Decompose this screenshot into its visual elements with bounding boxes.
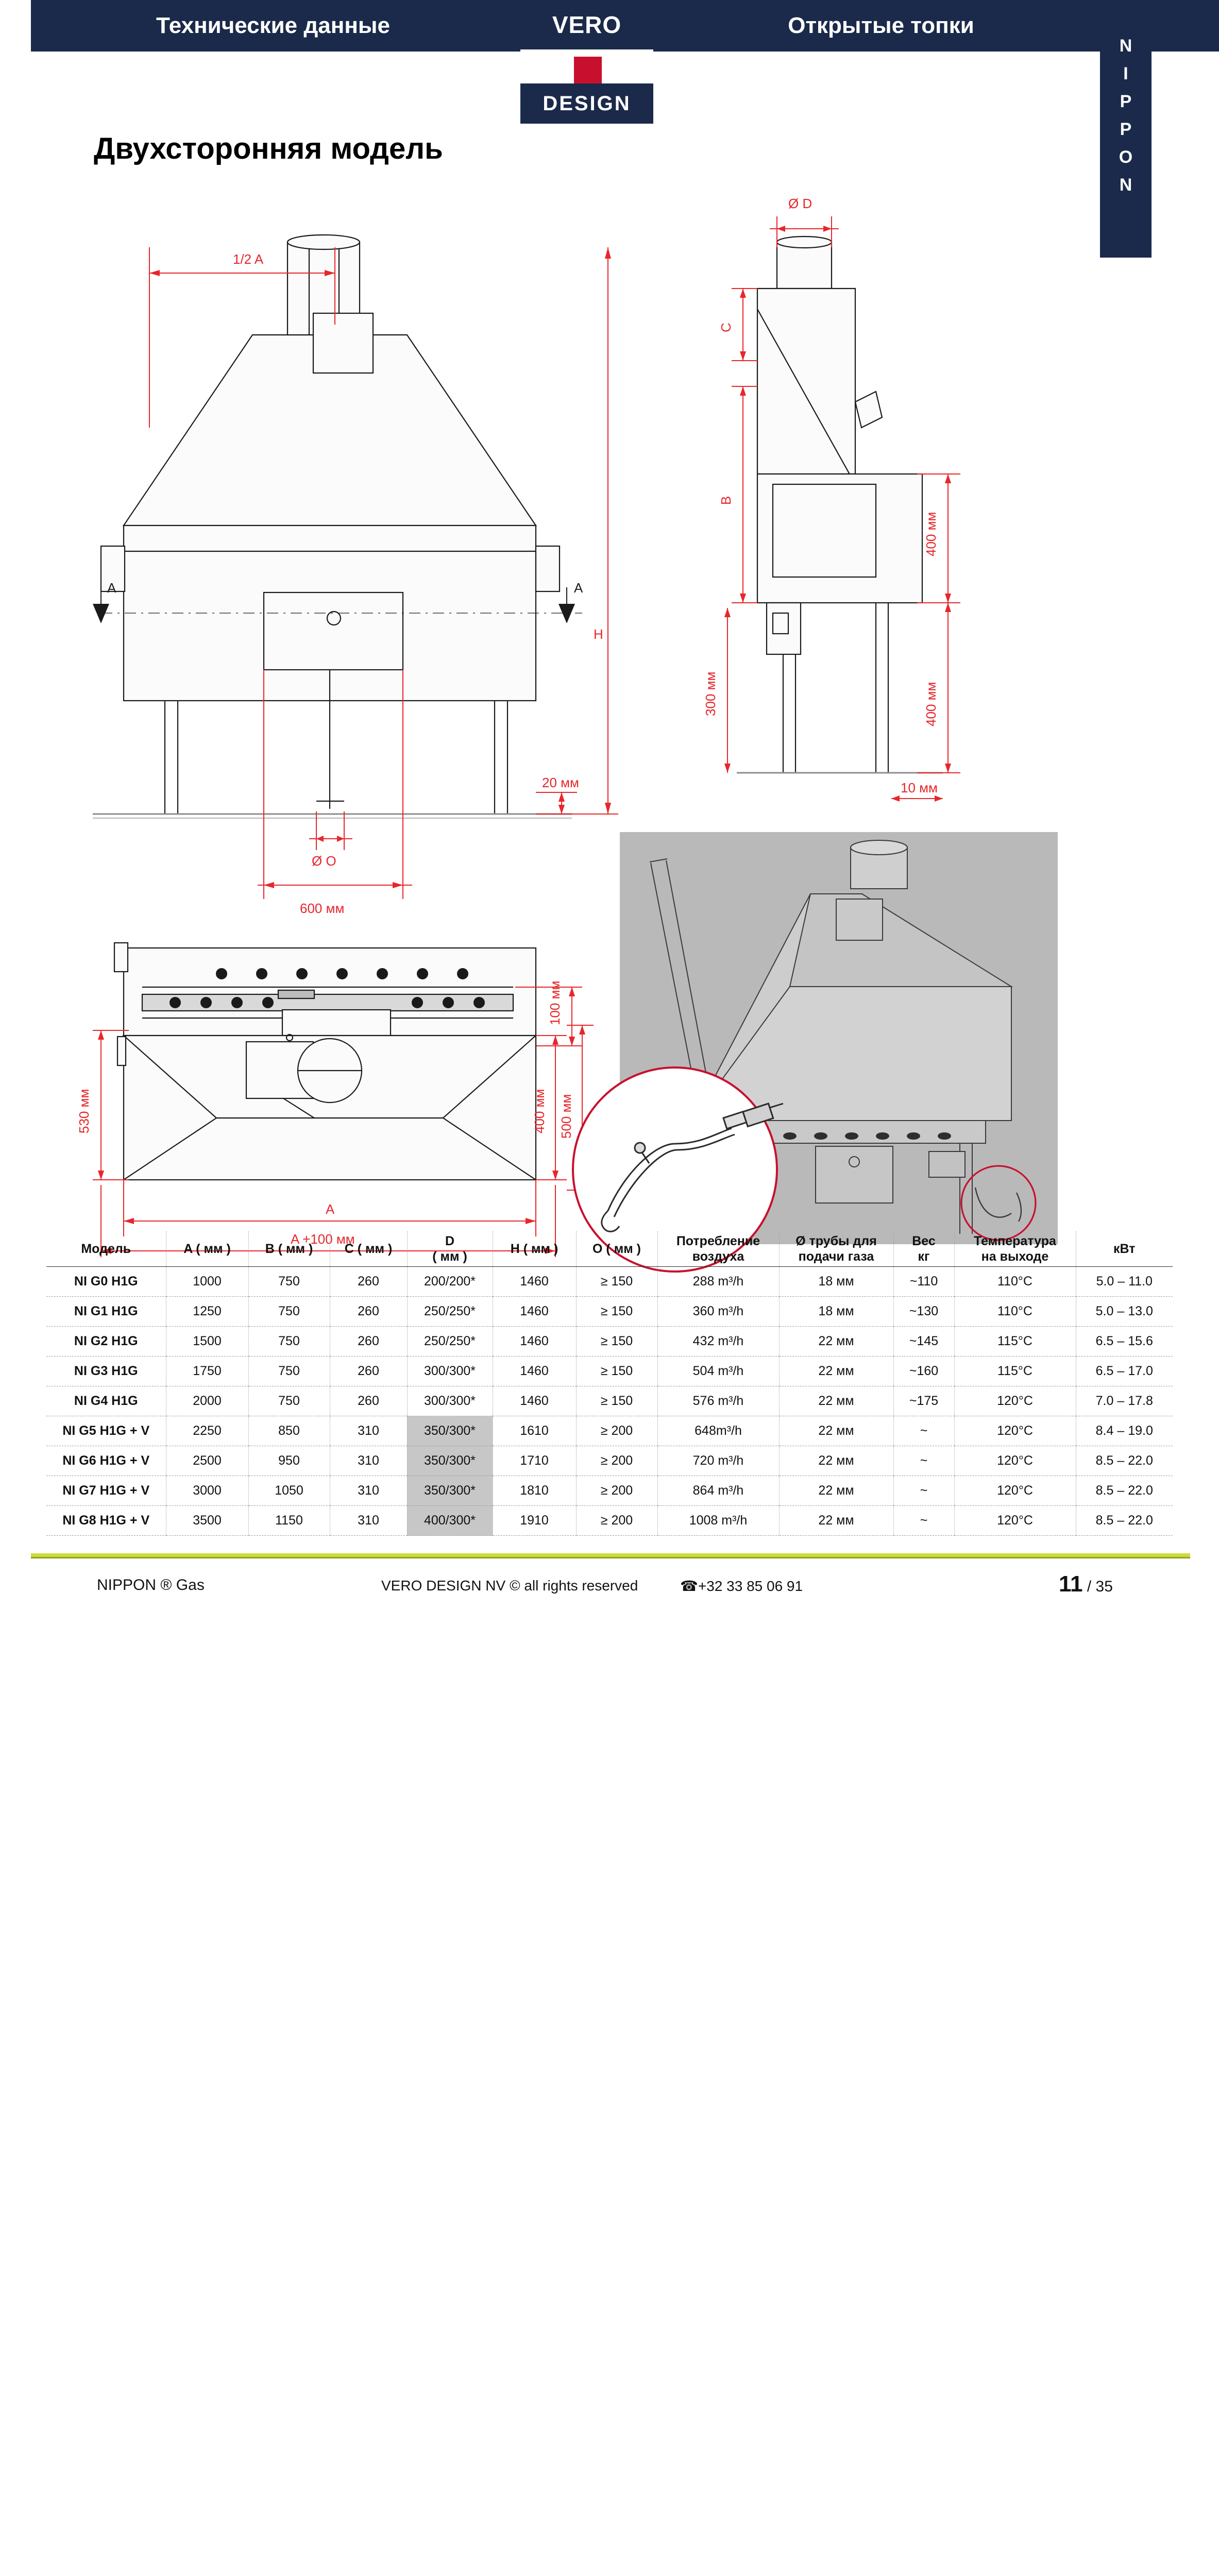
cell-d: 200/200*: [407, 1267, 493, 1297]
table-row: [46, 1327, 1173, 1357]
logo-bottom-text: DESIGN: [520, 83, 653, 124]
footer-phone: ☎+32 33 85 06 91: [680, 1578, 803, 1594]
cell-h: 1610: [493, 1416, 576, 1446]
cell-gas: 22 мм: [779, 1476, 893, 1506]
cell-kw: 8.4 – 19.0: [1076, 1416, 1173, 1446]
cell-kw: 8.5 – 22.0: [1076, 1476, 1173, 1506]
table-row: [46, 1386, 1173, 1416]
dim-400mm-top: 400 мм: [923, 512, 939, 556]
cell-d: 250/250*: [407, 1327, 493, 1357]
dim-300mm: 300 мм: [703, 671, 718, 716]
table-row: [46, 1267, 1173, 1297]
cell-temp: 110°C: [954, 1267, 1076, 1297]
dim-half-a: 1/2 A: [233, 251, 264, 267]
cell-b: 750: [248, 1267, 330, 1297]
dim-600mm: 600 мм: [300, 901, 345, 916]
th-a: A ( мм ): [166, 1231, 248, 1267]
cell-temp: 120°C: [954, 1386, 1076, 1416]
cell-d: 400/300*: [407, 1506, 493, 1536]
cell-d: 350/300*: [407, 1416, 493, 1446]
table-row: [46, 1297, 1173, 1327]
cell-c: 260: [330, 1327, 407, 1357]
cell-h: 1910: [493, 1506, 576, 1536]
th-o: O ( мм ): [576, 1231, 657, 1267]
cell-c: 260: [330, 1267, 407, 1297]
th-h: H ( мм ): [493, 1231, 576, 1267]
cell-c: 310: [330, 1476, 407, 1506]
page-title: Двухсторонняя модель: [94, 132, 443, 165]
cell-a: 3500: [166, 1506, 248, 1536]
cell-h: 1810: [493, 1476, 576, 1506]
dim-diameter-o: Ø O: [312, 853, 336, 869]
th-gas-pipe-diameter: Ø трубы для подачи газа: [779, 1231, 893, 1267]
th-air-consumption: Потребление воздуха: [657, 1231, 779, 1267]
cell-d: 300/300*: [407, 1357, 493, 1386]
footer-left-text: NIPPON ® Gas: [97, 1577, 205, 1594]
cell-temp: 120°C: [954, 1506, 1076, 1536]
cell-o: ≥ 200: [576, 1506, 657, 1536]
nippon-letter: I: [1123, 64, 1128, 83]
cell-weight: ~160: [893, 1357, 954, 1386]
cell-weight: ~110: [893, 1267, 954, 1297]
cell-gas: 18 мм: [779, 1297, 893, 1327]
dim-400mm-bottom: 400 мм: [923, 682, 939, 726]
dim-h: H: [594, 626, 603, 642]
dim-20mm: 20 мм: [542, 775, 579, 790]
cell-gas: 22 мм: [779, 1357, 893, 1386]
cell-c: 310: [330, 1506, 407, 1536]
cell-a: 1250: [166, 1297, 248, 1327]
cell-model: NI G3 H1G: [46, 1357, 166, 1386]
cell-a: 2500: [166, 1446, 248, 1476]
nippon-letter: P: [1120, 92, 1132, 111]
cell-temp: 115°C: [954, 1327, 1076, 1357]
cell-b: 850: [248, 1416, 330, 1446]
cell-model: NI G6 H1G + V: [46, 1446, 166, 1476]
cell-model: NI G2 H1G: [46, 1327, 166, 1357]
table-body: [46, 1267, 1173, 1536]
th-kw: кВт: [1076, 1231, 1173, 1267]
page-footer: [0, 1566, 1219, 1628]
cell-h: 1460: [493, 1327, 576, 1357]
dim-400mm-top-view: 400 мм: [532, 1089, 547, 1133]
cell-kw: 6.5 – 17.0: [1076, 1357, 1173, 1386]
cell-gas: 22 мм: [779, 1446, 893, 1476]
dim-diameter-d: Ø D: [788, 196, 812, 211]
logo-red-square-icon: [574, 57, 602, 84]
nippon-letter: O: [1119, 147, 1133, 167]
cell-b: 750: [248, 1357, 330, 1386]
cell-b: 1050: [248, 1476, 330, 1506]
cell-model: NI G7 H1G + V: [46, 1476, 166, 1506]
page-number: [1059, 1571, 1113, 1597]
cell-d: 350/300*: [407, 1446, 493, 1476]
cell-c: 260: [330, 1386, 407, 1416]
cell-b: 750: [248, 1327, 330, 1357]
cell-a: 3000: [166, 1476, 248, 1506]
cell-weight: ~: [893, 1446, 954, 1476]
cell-gas: 22 мм: [779, 1386, 893, 1416]
table-row: [46, 1416, 1173, 1446]
header-right-title: Открытые топки: [788, 13, 974, 38]
dim-a: A: [326, 1201, 335, 1217]
cell-b: 750: [248, 1297, 330, 1327]
cell-b: 1150: [248, 1506, 330, 1536]
cell-o: ≥ 150: [576, 1297, 657, 1327]
cell-temp: 120°C: [954, 1416, 1076, 1446]
cell-model: NI G5 H1G + V: [46, 1416, 166, 1446]
section-mark-right: A: [574, 580, 583, 596]
page-number-current: 11: [1059, 1571, 1083, 1597]
cell-temp: 120°C: [954, 1446, 1076, 1476]
cell-d: 300/300*: [407, 1386, 493, 1416]
dim-a-plus-100: A +100 мм: [291, 1231, 355, 1247]
cell-b: 750: [248, 1386, 330, 1416]
spec-table: [46, 1231, 1173, 1536]
dim-530mm: 530 мм: [76, 1089, 92, 1133]
cell-kw: 8.5 – 22.0: [1076, 1446, 1173, 1476]
dim-b: B: [718, 496, 734, 505]
cell-model: NI G1 H1G: [46, 1297, 166, 1327]
cell-gas: 22 мм: [779, 1327, 893, 1357]
cell-o: ≥ 150: [576, 1267, 657, 1297]
vero-design-logo: [520, 0, 653, 124]
cell-a: 1500: [166, 1327, 248, 1357]
cell-air: 576 m³/h: [657, 1386, 779, 1416]
cell-model: NI G8 H1G + V: [46, 1506, 166, 1536]
th-b: B ( мм ): [248, 1231, 330, 1267]
logo-middle: [520, 49, 653, 83]
cell-h: 1460: [493, 1267, 576, 1297]
cell-o: ≥ 150: [576, 1386, 657, 1416]
cell-kw: 5.0 – 13.0: [1076, 1297, 1173, 1327]
dim-c: C: [718, 323, 734, 332]
cell-d: 350/300*: [407, 1476, 493, 1506]
cell-c: 260: [330, 1297, 407, 1327]
cell-weight: ~: [893, 1476, 954, 1506]
cell-h: 1460: [493, 1357, 576, 1386]
cell-weight: ~130: [893, 1297, 954, 1327]
cell-o: ≥ 150: [576, 1327, 657, 1357]
cell-d: 250/250*: [407, 1297, 493, 1327]
cell-h: 1710: [493, 1446, 576, 1476]
th-weight: Вес кг: [893, 1231, 954, 1267]
cell-model: NI G4 H1G: [46, 1386, 166, 1416]
cell-temp: 110°C: [954, 1297, 1076, 1327]
cell-weight: ~145: [893, 1327, 954, 1357]
cell-gas: 18 мм: [779, 1267, 893, 1297]
table-row: [46, 1357, 1173, 1386]
cell-air: 504 m³/h: [657, 1357, 779, 1386]
cell-air: 648m³/h: [657, 1416, 779, 1446]
dim-500mm: 500 мм: [558, 1094, 574, 1139]
cell-c: 310: [330, 1446, 407, 1476]
cell-temp: 120°C: [954, 1476, 1076, 1506]
cell-weight: ~: [893, 1416, 954, 1446]
cell-kw: 8.5 – 22.0: [1076, 1506, 1173, 1536]
cell-weight: ~175: [893, 1386, 954, 1416]
dim-100mm: 100 мм: [547, 980, 563, 1025]
header-left-title: Технические данные: [156, 13, 390, 38]
dim-10mm: 10 мм: [901, 780, 938, 795]
cell-kw: 5.0 – 11.0: [1076, 1267, 1173, 1297]
cell-a: 2000: [166, 1386, 248, 1416]
nippon-letter: P: [1120, 120, 1132, 139]
cell-air: 720 m³/h: [657, 1446, 779, 1476]
section-mark-left: A: [107, 580, 116, 596]
cell-air: 1008 m³/h: [657, 1506, 779, 1536]
th-outlet-temperature: Температура на выходе: [954, 1231, 1076, 1267]
cell-o: ≥ 200: [576, 1476, 657, 1506]
cell-a: 1000: [166, 1267, 248, 1297]
cell-weight: ~: [893, 1506, 954, 1536]
cell-h: 1460: [493, 1386, 576, 1416]
footer-rule: [31, 1553, 1190, 1557]
cell-gas: 22 мм: [779, 1416, 893, 1446]
cell-air: 360 m³/h: [657, 1297, 779, 1327]
th-d: D ( мм ): [407, 1231, 493, 1267]
nippon-letter: N: [1119, 175, 1132, 195]
nippon-letter: N: [1119, 36, 1132, 56]
cell-o: ≥ 150: [576, 1357, 657, 1386]
cell-gas: 22 мм: [779, 1506, 893, 1536]
cell-kw: 6.5 – 15.6: [1076, 1327, 1173, 1357]
cell-a: 1750: [166, 1357, 248, 1386]
cell-a: 2250: [166, 1416, 248, 1446]
cell-o: ≥ 200: [576, 1416, 657, 1446]
cell-c: 310: [330, 1416, 407, 1446]
cell-o: ≥ 200: [576, 1446, 657, 1476]
cell-h: 1460: [493, 1297, 576, 1327]
th-c: C ( мм ): [330, 1231, 407, 1267]
table-row: [46, 1476, 1173, 1506]
cell-c: 260: [330, 1357, 407, 1386]
cell-temp: 115°C: [954, 1357, 1076, 1386]
footer-copyright: VERO DESIGN NV © all rights reserved: [381, 1578, 638, 1594]
cell-air: 432 m³/h: [657, 1327, 779, 1357]
page-number-total: / 35: [1087, 1578, 1113, 1595]
cell-air: 288 m³/h: [657, 1267, 779, 1297]
cell-model: NI G0 H1G: [46, 1267, 166, 1297]
technical-drawings: [0, 185, 1219, 1247]
cell-air: 864 m³/h: [657, 1476, 779, 1506]
cell-b: 950: [248, 1446, 330, 1476]
th-model: Модель: [46, 1231, 166, 1267]
spec-table-wrapper: [46, 1231, 1180, 1536]
footer-rule-shadow: [31, 1557, 1190, 1558]
table-header-row: [46, 1231, 1173, 1267]
table-row: [46, 1506, 1173, 1536]
cell-kw: 7.0 – 17.8: [1076, 1386, 1173, 1416]
logo-top-text: VERO: [520, 0, 653, 49]
table-row: [46, 1446, 1173, 1476]
